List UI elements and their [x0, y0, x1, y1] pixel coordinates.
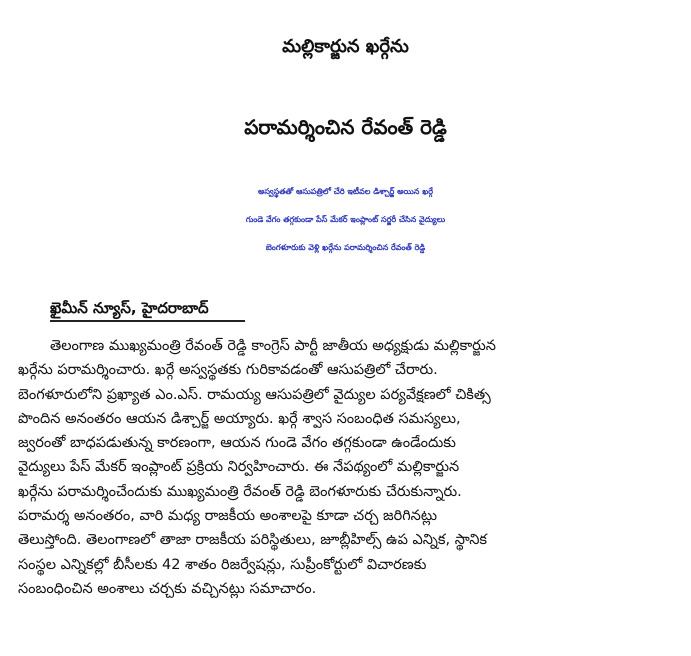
body-line: వైద్యులు పేస్ మేకర్ ఇంప్లాంట్ ప్రక్రియ నిర్వహించారు. ఈ నేపథ్యంలో మల్లికార్జున [18, 459, 460, 476]
body-line: ఖర్గేను పరామర్శించేందుకు ముఖ్యమంత్రి రేవంత్ రెడ్డి బెంగళూరుకు చేరుకున్నారు. [18, 483, 462, 500]
byline-underline [50, 320, 245, 322]
subheading-3: బెంగళూరుకు వెళ్లి ఖర్గేను పరామర్శించిన రేవంత్ రెడ్డి [265, 243, 426, 252]
body-line: తెలుస్తోంది. తెలంగాణలో తాజా రాజకీయ పరిస్థితులు, జూబ్లీహిల్స్ ఉప ఎన్నిక, స్థానిక [18, 532, 487, 549]
body-line: జ్వరంతో బాధపడుతున్న కారణంగా, ఆయన గుండె వేగం తగ్గకుండా ఉండేందుకు [18, 435, 456, 452]
headline-line-2: పరామర్శించిన రేవంత్ రెడ్డి [244, 115, 447, 139]
body-line: పరామర్శ అనంతరం, వారి మధ్య రాజకీయ అంశాలపై కూడా చర్చ జరిగినట్లు [18, 508, 438, 525]
subheading-1: అస్వస్థతతో ఆసుపత్రిలో చేరి ఇటీవల డిశ్చార్జ్ అయిన ఖర్గే [258, 187, 433, 196]
body-line: ఖర్గేను పరామర్శించారు. ఖర్గే అస్వస్థతకు గురికావడంతో ఆసుపత్రిలో చేరారు. [18, 362, 438, 379]
body-line: బెంగళూరులోని ప్రఖ్యాత ఎం.ఎస్. రామయ్య ఆసుపత్రిలో వైద్యుల పర్యవేక్షణలో చికిత్స [18, 386, 491, 403]
subheading-2: గుండె వేగం తగ్గకుండా పేస్ మేకర్ ఇంప్లాంట్ సర్జరీ చేసిన వైద్యులు [245, 215, 446, 224]
headline-line-1: మల్లికార్జున ఖర్గేను [282, 36, 409, 57]
body-line: సంబంధించిన అంశాలు చర్చకు వచ్చినట్లు సమాచారం. [18, 580, 317, 597]
body-line: తెలంగాణ ముఖ్యమంత్రి రేవంత్ రెడ్డి కాంగ్రెస్ పార్టీ జాతీయ అధ్యక్షుడు మల్లికార్జున [50, 338, 496, 354]
body-line: పొందిన అనంతరం ఆయన డిశ్చార్జ్ అయ్యారు. ఖర్గే శ్వాస సంబంధిత సమస్యలు, [18, 410, 461, 427]
article-body [18, 334, 678, 601]
byline: ఖైమీన్ న్యూస్, హైదరాబాద్ [50, 299, 209, 317]
subheadings [0, 178, 691, 262]
body-line: సంస్థల ఎన్నికల్లో బీసీలకు 42 శాతం రిజర్వేషన్లు, సుప్రీంకోర్టులో విచారణకు [18, 556, 427, 573]
